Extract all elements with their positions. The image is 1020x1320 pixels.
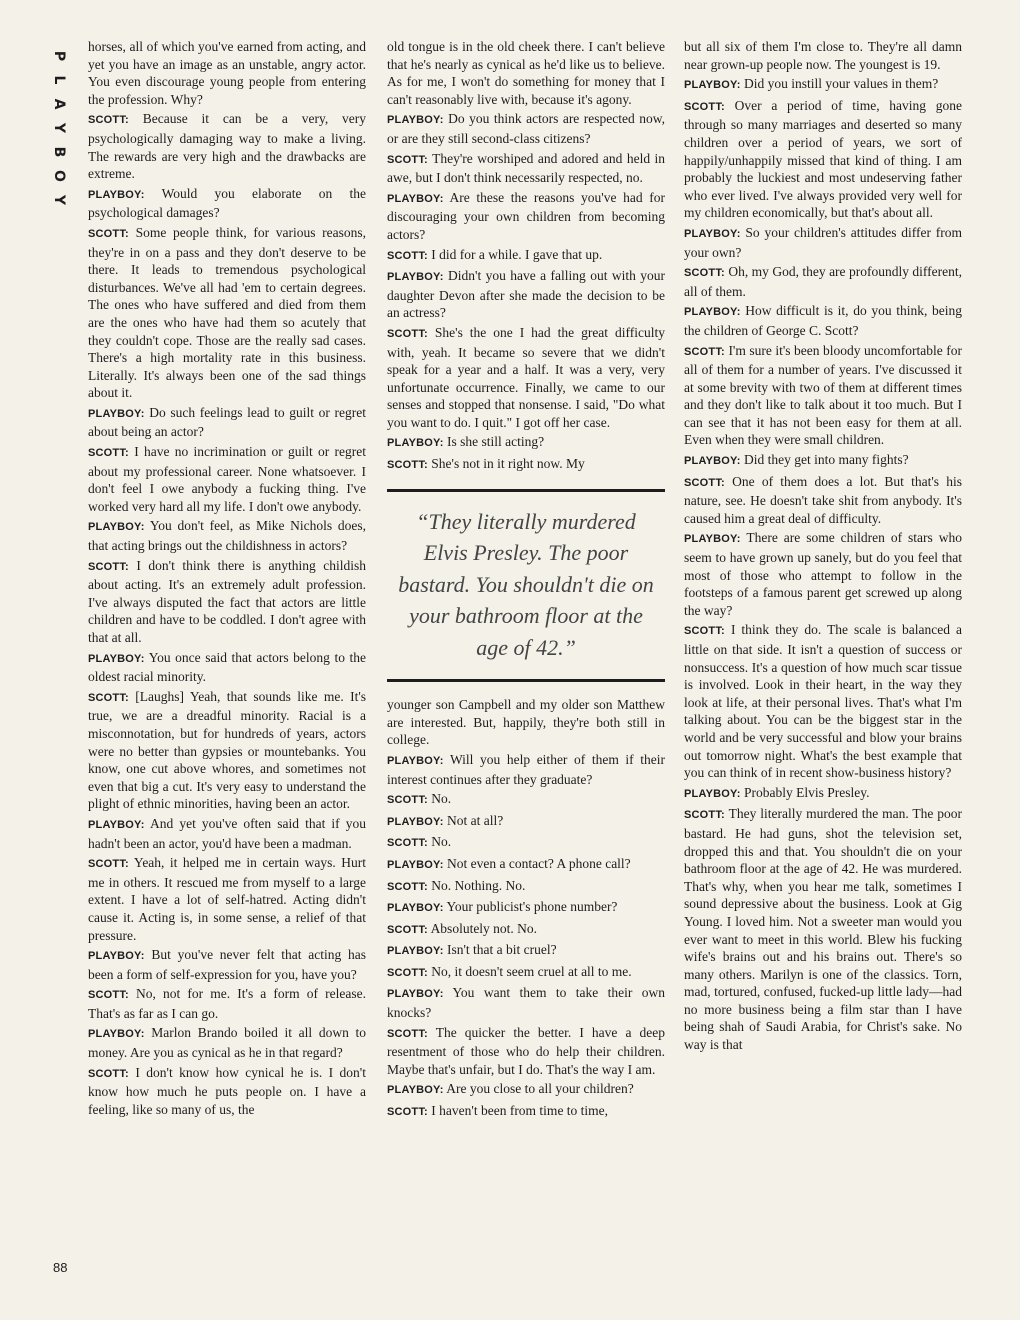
paragraph-text: You don't feel, as Mike Nichols does, that acting brings out the childishness in actors? bbox=[88, 518, 367, 554]
playboy-side-logo: P L A Y B O Y bbox=[51, 50, 67, 206]
paragraph-text: I have no incrimination or guilt or regret about my professional career. None whatsoever. I don't feel I owe anybody a fucking thing. I've worked very hard all my life. I don't owe anybody. bbox=[88, 444, 367, 514]
speaker-label: SCOTT: bbox=[387, 1106, 428, 1119]
speaker-label: SCOTT: bbox=[684, 100, 725, 113]
speaker-label: SCOTT: bbox=[684, 625, 725, 638]
speaker-label: PLAYBOY: bbox=[684, 533, 741, 546]
speaker-label: PLAYBOY: bbox=[387, 815, 444, 828]
speaker-label: PLAYBOY: bbox=[88, 521, 145, 534]
speaker-label: SCOTT: bbox=[684, 345, 725, 358]
interview-paragraph bbox=[684, 75, 962, 95]
speaker-label: SCOTT: bbox=[387, 153, 428, 166]
speaker-label: PLAYBOY: bbox=[387, 945, 444, 958]
text-column-2 bbox=[387, 38, 665, 1124]
paragraph-text: horses, all of which you've earned from acting, and yet you have an image as an unstable, angry actor. You even discourage young people from entering the profession. Why? bbox=[88, 39, 366, 107]
interview-paragraph bbox=[88, 1064, 366, 1119]
paragraph-text: I don't know how cynical he is. I don't know how much he puts people on. I have a feeling, like so many of us, the bbox=[88, 1064, 366, 1117]
paragraph-text: No. bbox=[431, 791, 452, 807]
paragraph-text: No, not for me. It's a form of release. That's as far as I can go. bbox=[88, 986, 366, 1021]
interview-paragraph bbox=[387, 38, 665, 108]
interview-paragraph bbox=[387, 433, 665, 453]
paragraph-text: I did for a while. I gave that up. bbox=[431, 246, 603, 262]
interview-paragraph bbox=[88, 985, 366, 1022]
paragraph-text: You once said that actors belong to the oldest racial minority. bbox=[88, 649, 367, 685]
text-column-3 bbox=[684, 38, 962, 1056]
speaker-label: SCOTT: bbox=[387, 459, 428, 472]
interview-paragraph bbox=[387, 984, 665, 1021]
paragraph-text: And yet you've often said that if you hadn't been an actor, you'd have been a madman. bbox=[88, 815, 367, 851]
paragraph-text: Not even a contact? A phone call? bbox=[447, 855, 631, 871]
interview-paragraph bbox=[387, 246, 665, 266]
text-column-1 bbox=[88, 38, 366, 1120]
speaker-label: SCOTT: bbox=[88, 691, 129, 704]
interview-paragraph bbox=[684, 805, 962, 1053]
speaker-label: PLAYBOY: bbox=[88, 950, 145, 963]
interview-paragraph bbox=[88, 110, 366, 182]
interview-paragraph bbox=[387, 877, 665, 897]
paragraph-text: I think they do. The scale is balanced a little on that side. It isn't a question of success or nonsuccess. It's a question of how much scar tissue is involved. Look in their heart, in the way they look at life, at their personal lives. That's what I'm talking about. You can be the biggest star in the world and be very successful and blow your brains out tomorrow night. What's the best example that you can think of in recent show-business history? bbox=[684, 622, 963, 781]
interview-paragraph bbox=[88, 517, 366, 554]
page-number: 88 bbox=[53, 1260, 68, 1275]
speaker-label: PLAYBOY: bbox=[684, 79, 741, 92]
speaker-label: PLAYBOY: bbox=[88, 407, 145, 420]
interview-paragraph bbox=[88, 854, 366, 944]
speaker-label: PLAYBOY: bbox=[387, 192, 444, 205]
paragraph-text: Probably Elvis Presley. bbox=[744, 784, 870, 800]
speaker-label: PLAYBOY: bbox=[387, 858, 444, 871]
paragraph-text: Are these the reasons you've had for discouraging your own children from becoming actors? bbox=[387, 189, 665, 242]
interview-paragraph bbox=[88, 815, 366, 852]
interview-paragraph bbox=[387, 150, 665, 187]
interview-paragraph bbox=[684, 97, 962, 222]
speaker-label: PLAYBOY: bbox=[88, 652, 145, 665]
interview-paragraph bbox=[387, 1080, 665, 1100]
interview-paragraph bbox=[88, 185, 366, 222]
paragraph-text: Are you close to all your children? bbox=[446, 1081, 634, 1097]
speaker-label: PLAYBOY: bbox=[387, 114, 444, 127]
paragraph-text: Did you instill your values in them? bbox=[744, 76, 939, 92]
paragraph-text: Yeah, it helped me in certain ways. Hurt me in others. It rescued me from myself to a large extent. I have a lot of self-hatred. Acting didn't cause it. Acting is, in some sense, a relief of that pressure. bbox=[88, 855, 366, 943]
paragraph-text: Your publicist's phone number? bbox=[446, 899, 618, 915]
paragraph-text: I haven't been from time to time, bbox=[431, 1103, 609, 1119]
speaker-label: SCOTT: bbox=[387, 327, 428, 340]
interview-paragraph bbox=[387, 696, 665, 749]
interview-paragraph bbox=[88, 649, 366, 686]
speaker-label: SCOTT: bbox=[387, 923, 428, 936]
interview-paragraph bbox=[387, 455, 665, 475]
paragraph-text: I'm sure it's been bloody uncomfortable for all of them for a number of years. I've discussed it at some brevity with two of them at different times and they don't like to talk about it too much. But I can see that it has not been easy for them at all. Even when they were small children. bbox=[684, 342, 963, 448]
speaker-label: SCOTT: bbox=[88, 227, 129, 240]
speaker-label: PLAYBOY: bbox=[88, 1028, 145, 1041]
interview-paragraph bbox=[88, 224, 366, 402]
interview-paragraph bbox=[387, 267, 665, 322]
paragraph-text: Didn't you have a falling out with your daughter Devon after she made the decision to be an actress? bbox=[387, 268, 665, 321]
paragraph-text: Did they get into many fights? bbox=[744, 452, 909, 468]
interview-paragraph bbox=[387, 1102, 665, 1122]
paragraph-text: younger son Campbell and my older son Matthew are interested. But, happily, they're both still in college. bbox=[387, 697, 665, 748]
speaker-label: PLAYBOY: bbox=[88, 188, 145, 201]
paragraph-text: Because it can be a very, very psychologically damaging way to make a living. The rewards are very high and the drawbacks are extreme. bbox=[88, 111, 367, 182]
speaker-label: SCOTT: bbox=[387, 880, 428, 893]
speaker-label: SCOTT: bbox=[684, 476, 725, 489]
paragraph-text: No, it doesn't seem cruel at all to me. bbox=[431, 963, 632, 979]
paragraph-text: but all six of them I'm close to. They're all damn near grown-up people now. The youngest is 19. bbox=[684, 39, 962, 72]
paragraph-text: Over a period of time, having gone through so many marriages and deserted so many children over a period of years, we sort of happily/unhappily missed that kind of thing. I am probably the luckiest and most undeserving father who ever lived. I've always provided very well for my children economically, but that's about all. bbox=[684, 97, 962, 221]
interview-paragraph bbox=[387, 855, 665, 875]
speaker-label: PLAYBOY: bbox=[684, 787, 741, 800]
speaker-label: PLAYBOY: bbox=[387, 754, 444, 767]
interview-paragraph bbox=[387, 189, 665, 244]
speaker-label: PLAYBOY: bbox=[387, 988, 444, 1001]
interview-paragraph bbox=[88, 557, 366, 647]
speaker-label: SCOTT: bbox=[387, 794, 428, 807]
speaker-label: SCOTT: bbox=[387, 837, 428, 850]
interview-paragraph bbox=[684, 451, 962, 471]
speaker-label: PLAYBOY: bbox=[684, 227, 741, 240]
speaker-label: SCOTT: bbox=[88, 858, 129, 871]
paragraph-text: Some people think, for various reasons, they're in on a pass and they don't deserve to be there. It leads to tremendous psychological disturbances. We've all had 'em to certain degrees. The ones who have suffered and died from them are the ones who have had them so acutely that they couldn't cope. Those are the really sad cases. There's a high mortality rate in this business. Literally. It's always been one of the sad things about it. bbox=[88, 224, 367, 401]
interview-paragraph bbox=[684, 473, 962, 528]
interview-paragraph bbox=[684, 302, 962, 339]
interview-paragraph bbox=[88, 38, 366, 108]
interview-paragraph bbox=[387, 812, 665, 832]
interview-paragraph bbox=[88, 443, 366, 515]
speaker-label: PLAYBOY: bbox=[387, 271, 444, 284]
paragraph-text: Would you elaborate on the psychological damages? bbox=[88, 185, 366, 221]
speaker-label: SCOTT: bbox=[88, 560, 129, 573]
paragraph-text: I don't think there is anything childish about acting. It's an extremely adult profession. I've always disputed the fact that actors are little children and have to be coddled. I don't agree with that at all. bbox=[88, 557, 367, 645]
paragraph-text: [Laughs] Yeah, that sounds like me. It's true, we are a dreadful minority. Racial is a misconnotation, but for hundreds of years, actors were no better than gypsies or mountebanks. You know, one cut above whores, and sometimes not even that big a cut. It's very easy to understand the plight of ethnic minorities, having been an actor. bbox=[88, 688, 366, 812]
interview-paragraph bbox=[387, 963, 665, 983]
interview-paragraph bbox=[684, 342, 962, 450]
speaker-label: SCOTT: bbox=[387, 966, 428, 979]
speaker-label: SCOTT: bbox=[88, 1067, 129, 1080]
interview-paragraph bbox=[387, 1024, 665, 1079]
paragraph-text: But you've never felt that acting has been a form of self-expression for you, have you? bbox=[88, 947, 366, 982]
speaker-label: PLAYBOY: bbox=[88, 818, 145, 831]
speaker-label: SCOTT: bbox=[88, 989, 129, 1002]
paragraph-text: Marlon Brando boiled it all down to money. Are you as cynical as he in that regard? bbox=[88, 1025, 366, 1061]
paragraph-text: Isn't that a bit cruel? bbox=[447, 942, 557, 958]
interview-paragraph bbox=[387, 920, 665, 940]
paragraph-text: She's the one I had the great difficulty with, yeah. It became so severe that we didn't speak for a year and a half. It was a very, very unfortunate occurrence. Finally, we came to our senses and stopped that nonsense. I said, "Do what you want to do. I quit." I got off her case. bbox=[387, 324, 666, 430]
paragraph-text: The quicker the better. I have a deep resentment of those who do help their children. Maybe that's unfair, but I do. That's the way I am. bbox=[387, 1024, 665, 1077]
paragraph-text: Not at all? bbox=[447, 812, 504, 828]
interview-paragraph bbox=[88, 1024, 366, 1061]
paragraph-text: No. Nothing. No. bbox=[431, 877, 526, 893]
speaker-label: SCOTT: bbox=[88, 447, 129, 460]
interview-paragraph bbox=[88, 404, 366, 441]
pull-quote: “They literally murdered Elvis Presley. The poor bastard. You shouldn't die on your bathroom floor at the age of 42.” bbox=[387, 489, 665, 683]
paragraph-text: Is she still acting? bbox=[447, 434, 545, 450]
speaker-label: SCOTT: bbox=[684, 809, 725, 822]
paragraph-text: One of them does a lot. But that's his nature, see. He doesn't take shit from anybody. It's caused him a great deal of difficulty. bbox=[684, 473, 962, 526]
interview-paragraph bbox=[387, 833, 665, 853]
speaker-label: SCOTT: bbox=[684, 267, 725, 280]
interview-paragraph bbox=[88, 946, 366, 983]
interview-paragraph bbox=[387, 790, 665, 810]
paragraph-text: They're worshiped and adored and held in awe, but I don't think necessarily respected, no. bbox=[387, 150, 665, 186]
speaker-label: PLAYBOY: bbox=[387, 902, 444, 915]
speaker-label: PLAYBOY: bbox=[684, 306, 741, 319]
paragraph-text: Will you help either of them if their interest continues after they graduate? bbox=[387, 751, 666, 787]
interview-paragraph bbox=[684, 263, 962, 300]
interview-paragraph bbox=[387, 898, 665, 918]
interview-paragraph bbox=[684, 621, 962, 781]
interview-paragraph bbox=[684, 529, 962, 619]
speaker-label: SCOTT: bbox=[387, 249, 428, 262]
paragraph-text: Do such feelings lead to guilt or regret about being an actor? bbox=[88, 404, 366, 440]
speaker-label: SCOTT: bbox=[387, 1027, 428, 1040]
paragraph-text: old tongue is in the old cheek there. I can't believe that he's nearly as cynical as he'd like us to believe. As for me, I won't do something for money that I can't reasonably live with, because it's agony. bbox=[387, 39, 665, 107]
speaker-label: PLAYBOY: bbox=[387, 1084, 444, 1097]
interview-paragraph bbox=[684, 784, 962, 804]
interview-paragraph bbox=[387, 751, 665, 788]
paragraph-text: She's not in it right now. My bbox=[431, 456, 585, 472]
interview-paragraph bbox=[684, 38, 962, 73]
interview-paragraph bbox=[387, 941, 665, 961]
speaker-label: PLAYBOY: bbox=[387, 437, 444, 450]
interview-paragraph bbox=[684, 224, 962, 261]
paragraph-text: Absolutely not. No. bbox=[430, 920, 538, 936]
paragraph-text: They literally murdered the man. The poor bastard. He had guns, shot the television set, dropped this and that. You shouldn't die on your bathroom floor at the age of 42. He was murdered. That's why, when you hear me talk, sometimes I sound depressive about the business. Look at Gig Young. I loved him. Not a sweeter man would you ever want to meet in this world. Blew his fucking wife's brains out and his brains out. There's so many others. Marilyn is one of the classics. Torn, mad, tortured, confused, fucked-up little lady—had no more business being a film star than I have being shah of Saudi Arabia, for Christ's sake. No way is that bbox=[684, 806, 962, 1053]
speaker-label: SCOTT: bbox=[88, 114, 129, 127]
interview-paragraph bbox=[387, 324, 665, 432]
interview-paragraph bbox=[88, 688, 366, 813]
paragraph-text: Do you think actors are respected now, or are they still second-class citizens? bbox=[387, 111, 666, 146]
interview-paragraph bbox=[387, 110, 665, 147]
speaker-label: PLAYBOY: bbox=[684, 455, 741, 468]
paragraph-text: Oh, my God, they are profoundly different, all of them. bbox=[684, 264, 962, 299]
paragraph-text: So your children's attitudes differ from your own? bbox=[684, 224, 963, 260]
paragraph-text: You want them to take their own knocks? bbox=[387, 985, 666, 1021]
paragraph-text: There are some children of stars who seem to have grown up sanely, but do you feel that most of those who attempt to follow in the footsteps of a famous parent get screwed up along the way? bbox=[684, 530, 962, 618]
paragraph-text: No. bbox=[431, 834, 452, 850]
paragraph-text: How difficult is it, do you think, being the children of George C. Scott? bbox=[684, 303, 962, 338]
